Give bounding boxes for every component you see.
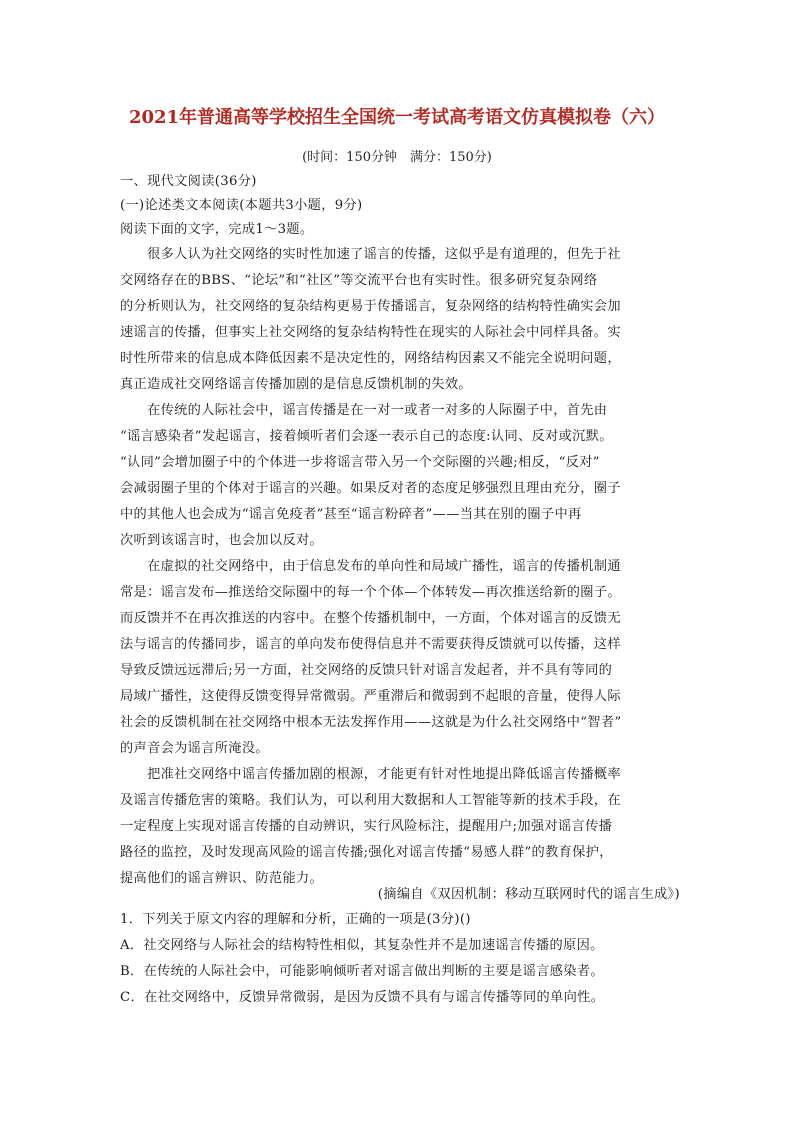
exam-time-score: (时间：150分钟 满分：150分) xyxy=(302,150,492,165)
passage-line: 在传统的人际社会中，谣言传播是在一对一或者一对多的人际圈子中，首先由 xyxy=(120,403,608,418)
passage-line: 法与谣言的传播同步，谣言的单向发布使得信息并不需要获得反馈就可以传播，这样 xyxy=(120,637,621,652)
section-heading: 一、现代文阅读(36分) xyxy=(120,174,257,189)
passage-line: 社会的反馈机制在社交网络中根本无法发挥作用——这就是为什么社交网络中“智者” xyxy=(120,715,622,730)
passage-line: 的声音会为谣言所淹没。 xyxy=(120,741,269,756)
passage-line: 真正造成社交网络谣言传播加剧的是信息反馈机制的失效。 xyxy=(120,377,472,392)
passage-line: 及谣言传播危害的策略。我们认为，可以利用大数据和人工智能等新的技术手段，在 xyxy=(120,793,621,808)
passage-line: 在虚拟的社交网络中，由于信息发布的单向性和局域广播性，谣言的传播机制通 xyxy=(120,559,621,574)
question-option-c: C．在社交网络中，反馈异常微弱，是因为反馈不具有与谣言传播等同的单向性。 xyxy=(120,990,605,1005)
passage-line: 会减弱圈子里的个体对于谣言的兴趣。如果反对者的态度足够强烈且理由充分，圈子 xyxy=(120,481,621,496)
passage-line: 交网络存在的BBS、“论坛”和“社区”等交流平台也有实时性。很多研究复杂网络 xyxy=(120,273,598,288)
passage-line: 的分析则认为，社交网络的复杂结构更易于传播谣言，复杂网络的结构特性确实会加 xyxy=(120,299,621,314)
question-option-b: B．在传统的人际社会中，可能影响倾听者对谣言做出判断的主要是谣言感染者。 xyxy=(120,964,604,979)
exam-title: 2021年普通高等学校招生全国统一考试高考语文仿真模拟卷（六） xyxy=(128,107,666,128)
passage-line: 导致反馈远远滞后;另一方面，社交网络的反馈只针对谣言发起者，并不具有等同的 xyxy=(120,663,613,678)
question-stem: 1．下列关于原文内容的理解和分析，正确的一项是(3分)() xyxy=(120,912,471,927)
passage-line: “认同”会增加圈子中的个体进一步将谣言带入另一个交际圈的兴趣;相反，“反对” xyxy=(120,455,600,470)
passage-line: 一定程度上实现对谣言传播的自动辨识，实行风险标注，提醒用户;加强对谣言传播 xyxy=(120,819,613,834)
passage-line: 常是：谣言发布—推送给交际圈中的每一个个体—个体转发—再次推送给新的圈子。 xyxy=(120,585,621,600)
passage-line: 路径的监控，及时发现高风险的谣言传播;强化对谣言传播“易感人群”的教育保护， xyxy=(120,845,613,860)
passage-line: 把准社交网络中谣言传播加剧的根源，才能更有针对性地提出降低谣言传播概率 xyxy=(120,767,621,782)
question-option-a: A．社交网络与人际社会的结构特性相似，其复杂性并不是加速谣言传播的原因。 xyxy=(120,938,604,953)
passage-line: “谣言感染者”发起谣言，接着倾听者们会逐一表示自己的态度:认同、反对或沉默。 xyxy=(120,429,613,444)
subsection-heading: (一)论述类文本阅读(本题共3小题，9分) xyxy=(120,198,363,213)
passage-line: 提高他们的谣言辨识、防范能力。 xyxy=(120,871,324,886)
passage-line: 时性所带来的信息成本降低因素不是决定性的，网络结构因素又不能完全说明问题， xyxy=(120,351,621,366)
reading-instruction: 阅读下面的文字，完成1～3题。 xyxy=(120,222,314,237)
passage-line: 很多人认为社交网络的实时性加速了谣言的传播，这似乎是有道理的，但先于社 xyxy=(120,247,621,262)
passage-line: 局域广播性，这使得反馈变得异常微弱。严重滞后和微弱到不起眼的音量，使得人际 xyxy=(120,689,621,704)
passage-line: 速谣言的传播，但事实上社交网络的复杂结构特性在现实的人际社会中同样具备。实 xyxy=(120,325,621,340)
passage-line: 次听到该谣言时，也会加以反对。 xyxy=(120,533,324,548)
passage-line: 而反馈并不在再次推送的内容中。在整个传播机制中，一方面，个体对谣言的反馈无 xyxy=(120,611,621,626)
passage-line: 中的其他人也会成为“谣言免疫者”甚至“谣言粉碎者”——当其在别的圈子中再 xyxy=(120,507,582,522)
passage-source: (摘编自《双因机制：移动互联网时代的谣言生成》) xyxy=(377,887,680,902)
